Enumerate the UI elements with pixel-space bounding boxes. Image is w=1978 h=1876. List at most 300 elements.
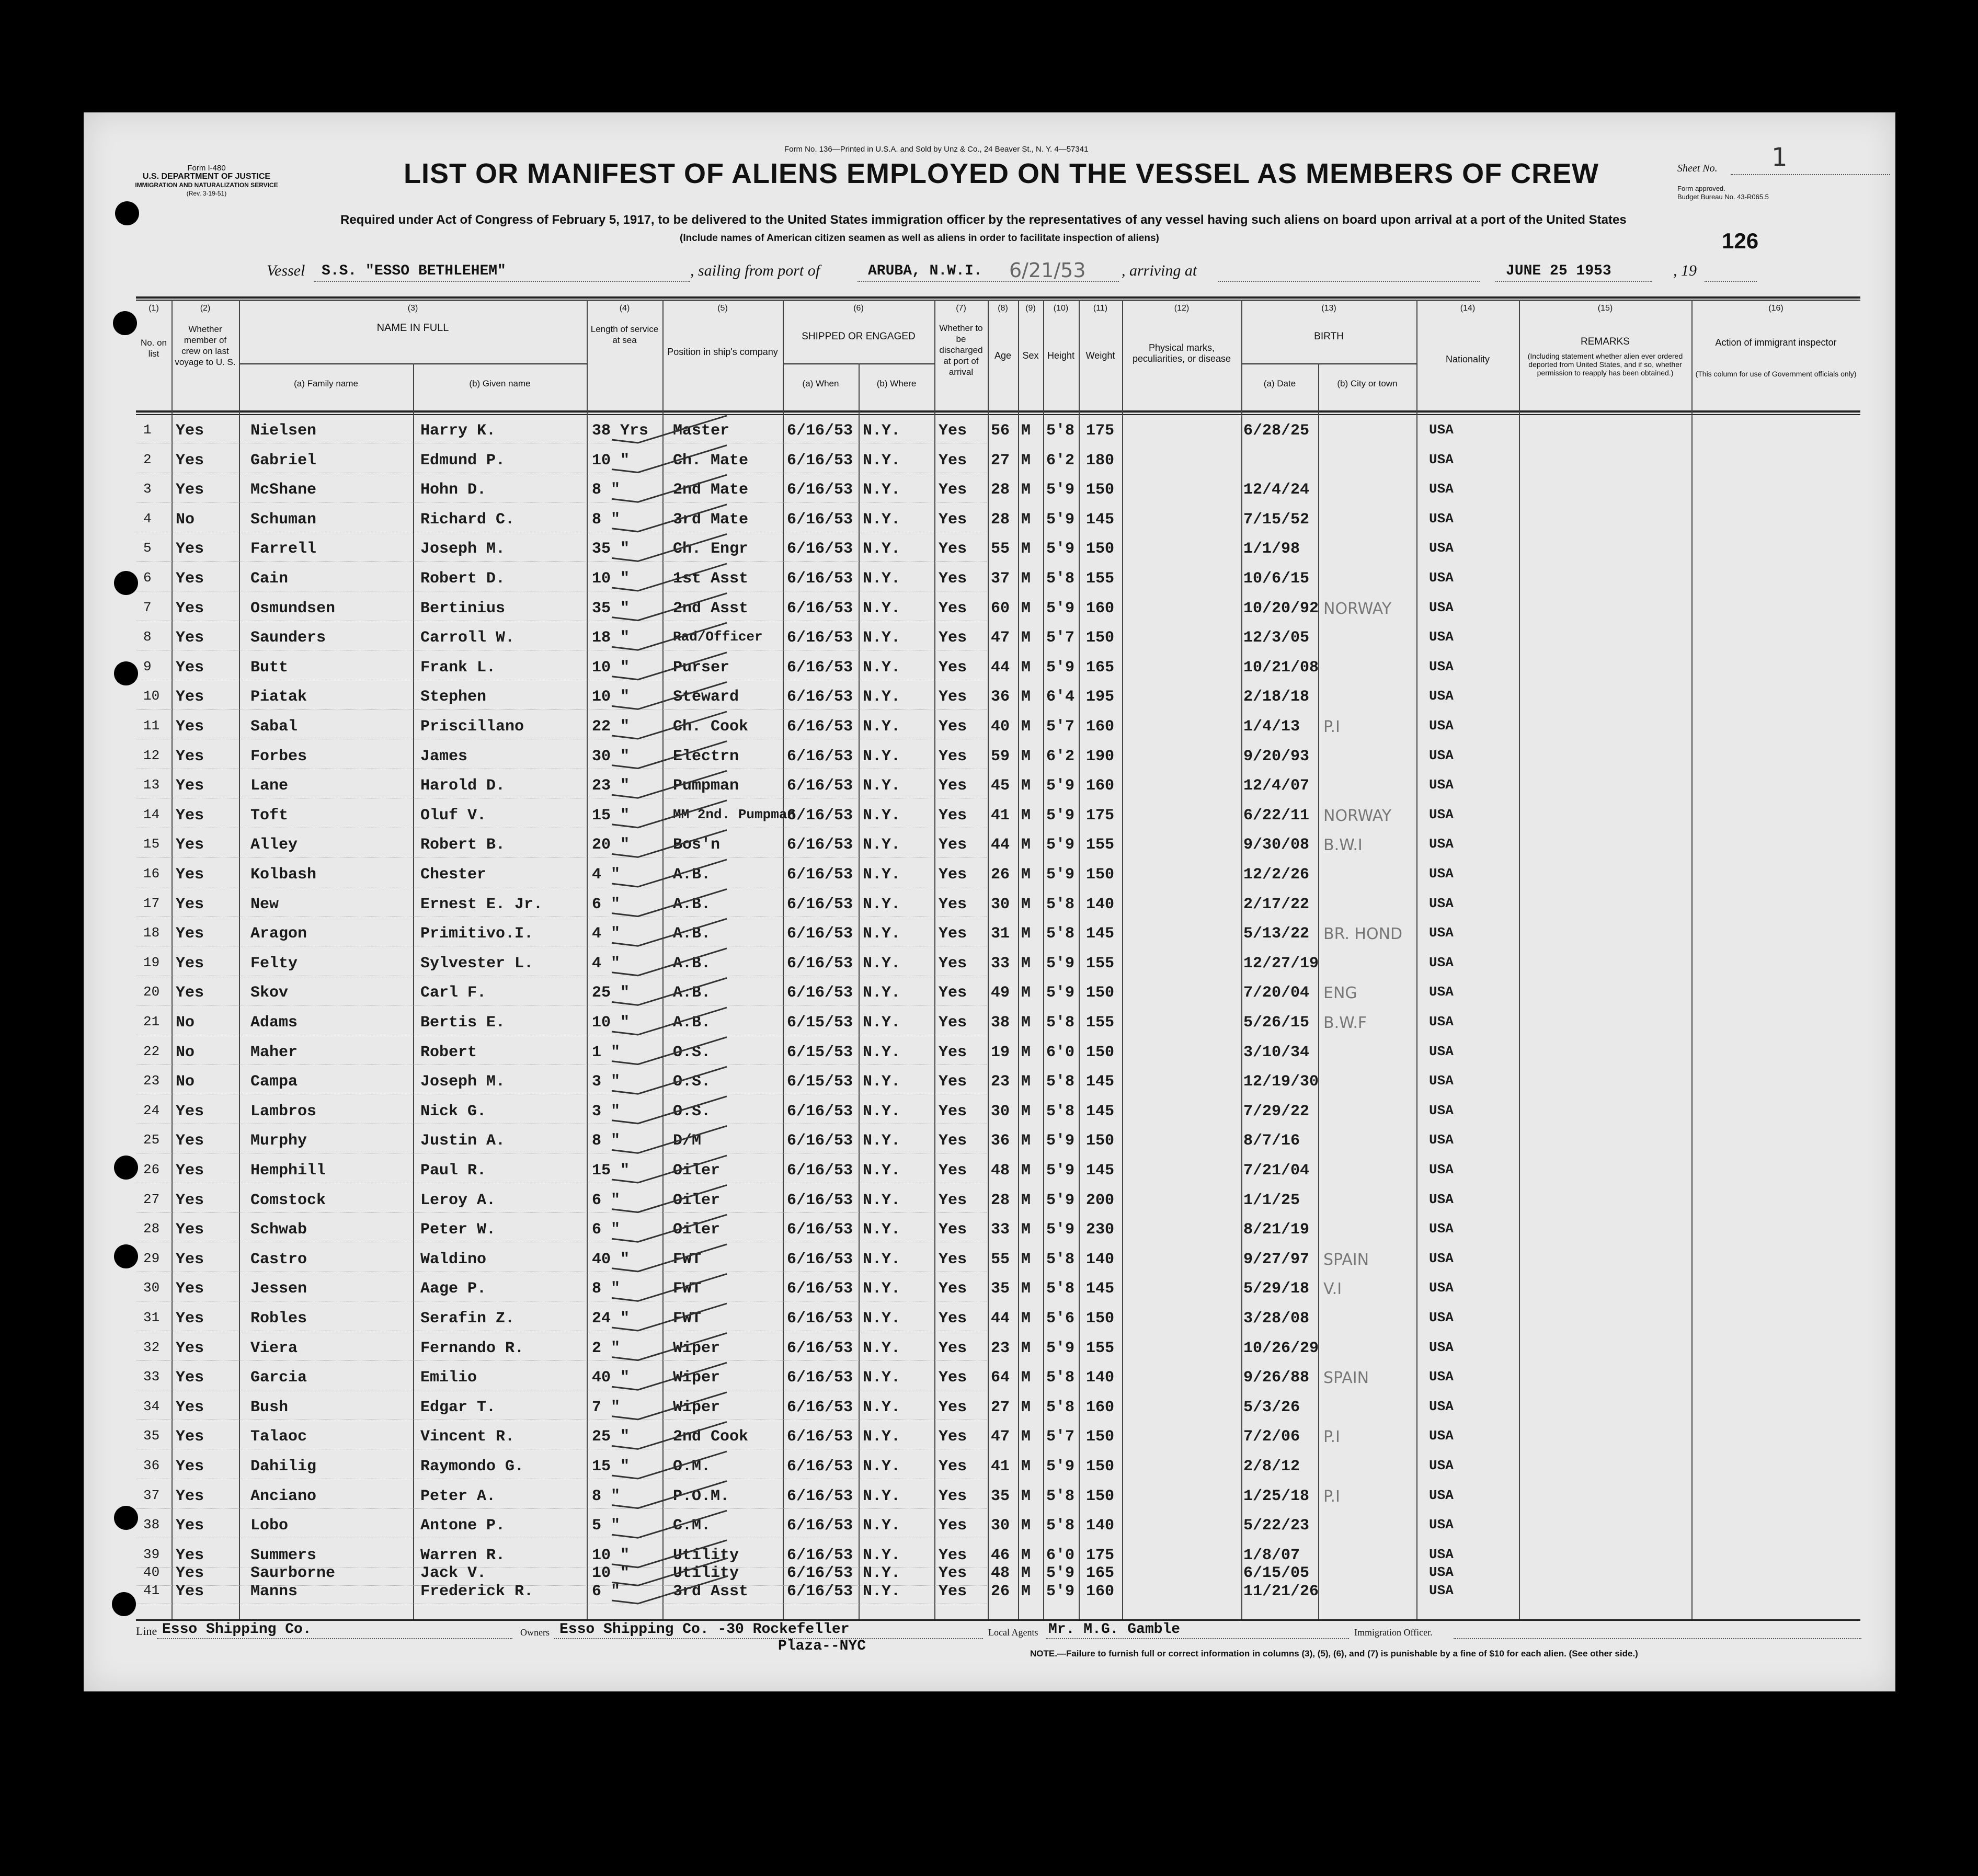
cell-position: O.S.: [673, 1043, 711, 1061]
cell-given: Richard C.: [420, 510, 515, 529]
cell-position: Oiler: [673, 1221, 721, 1239]
cell-prev: Yes: [176, 1310, 204, 1328]
col-name-in-full: NAME IN FULL: [376, 322, 449, 334]
cell-nationality: USA: [1429, 422, 1454, 438]
binder-hole: [115, 201, 139, 225]
department-name: U.S. DEPARTMENT OF JUSTICE: [142, 172, 271, 181]
cell-given: Frank L.: [420, 658, 496, 677]
cell-no: 21: [143, 1014, 160, 1029]
cell-nationality: USA: [1429, 1564, 1454, 1581]
cell-weight: 145: [1086, 925, 1115, 943]
cell-service: 6 ": [592, 1221, 621, 1239]
cell-birth: 1/1/25: [1243, 1191, 1300, 1209]
cell-family: Aragon: [250, 925, 307, 943]
cell-given: Paul R.: [420, 1162, 487, 1180]
cell-weight: 150: [1086, 481, 1115, 499]
cell-weight: 150: [1086, 1487, 1115, 1505]
cell-birth-place: BR. HOND: [1323, 925, 1403, 944]
cell-sex: M: [1021, 1517, 1031, 1535]
col-age: Age: [994, 350, 1012, 361]
cell-sex: M: [1021, 570, 1031, 588]
cell-where: N.Y.: [863, 1191, 901, 1209]
cell-weight: 175: [1086, 806, 1115, 825]
cell-discharge: Yes: [939, 1250, 967, 1268]
cell-family: Schwab: [250, 1221, 307, 1239]
cell-service: 2 ": [592, 1339, 621, 1357]
cell-nationality: USA: [1429, 1102, 1454, 1118]
cell-nationality: USA: [1429, 1073, 1454, 1089]
cell-discharge: Yes: [939, 1339, 967, 1357]
cell-position: Wiper: [673, 1369, 721, 1387]
cell-height: 5'6: [1046, 1310, 1075, 1328]
cell-height: 5'9: [1046, 984, 1075, 1002]
col-position-number: (5): [717, 304, 728, 313]
sheet-label: Sheet No.: [1677, 163, 1718, 174]
binder-hole: [113, 311, 137, 335]
col-length-of-service-number: (4): [619, 304, 630, 313]
cell-position: Wiper: [673, 1339, 721, 1357]
cell-given: Jack V.: [420, 1564, 487, 1583]
cell-nationality: USA: [1429, 1583, 1454, 1598]
cell-sex: M: [1021, 718, 1031, 736]
cell-no: 25: [143, 1132, 160, 1148]
cell-no: 8: [143, 629, 152, 645]
cell-height: 5'9: [1046, 599, 1075, 617]
cell-no: 19: [143, 954, 160, 970]
cell-sex: M: [1021, 1162, 1031, 1180]
cell-when: 6/16/53: [787, 954, 853, 973]
cell-where: N.Y.: [863, 599, 901, 617]
cell-no: 12: [143, 747, 160, 763]
cell-discharge: Yes: [939, 1191, 967, 1209]
cell-when: 6/16/53: [787, 925, 853, 943]
departure-date: 6/21/53: [1009, 259, 1086, 282]
sailing-label: , sailing from port of: [690, 262, 820, 279]
cell-family: Gabriel: [250, 451, 317, 470]
cell-discharge: Yes: [939, 1132, 967, 1150]
cell-family: Murphy: [250, 1132, 307, 1150]
cell-weight: 165: [1086, 1564, 1115, 1583]
cell-given: Antone P.: [420, 1517, 506, 1535]
cell-family: Campa: [250, 1073, 298, 1091]
cell-when: 6/16/53: [787, 451, 853, 470]
cell-position: Ch. Cook: [673, 718, 749, 736]
check-mark: [612, 1451, 727, 1479]
cell-position: FWT: [673, 1310, 702, 1328]
cell-prev: Yes: [176, 481, 204, 499]
cell-family: Skov: [250, 984, 289, 1002]
cell-age: 41: [991, 806, 1010, 825]
cell-birth: 5/22/23: [1243, 1517, 1310, 1535]
cell-nationality: USA: [1429, 866, 1454, 882]
vessel-label: Vessel: [267, 262, 305, 279]
cell-service: 7 ": [592, 1398, 621, 1416]
cell-prev: Yes: [176, 688, 204, 706]
cell-birth-place: P.I: [1323, 1428, 1340, 1447]
cell-discharge: Yes: [939, 1487, 967, 1505]
cell-service: 8 ": [592, 1280, 621, 1298]
cell-no: 3: [143, 481, 152, 497]
cell-position: O.S.: [673, 1102, 711, 1120]
column-divider: [1043, 300, 1044, 1619]
cell-sex: M: [1021, 1458, 1031, 1475]
cell-birth: 7/21/04: [1243, 1162, 1310, 1180]
cell-given: Vincent R.: [420, 1428, 515, 1446]
form-id: Form I-480: [187, 164, 226, 173]
cell-prev: Yes: [176, 836, 204, 854]
form-printer-line: Form No. 136—Printed in U.S.A. and Sold by Unz & Co., 24 Beaver St., N. Y. 4—57341: [784, 145, 1089, 154]
cell-where: N.Y.: [863, 1458, 901, 1475]
cell-service: 4 ": [592, 925, 621, 943]
cell-no: 28: [143, 1221, 160, 1237]
cell-position: Ch. Engr: [673, 540, 749, 558]
cell-weight: 155: [1086, 1339, 1115, 1357]
cell-nationality: USA: [1429, 1487, 1454, 1503]
cell-discharge: Yes: [939, 599, 967, 617]
cell-discharge: Yes: [939, 1428, 967, 1446]
cell-discharge: Yes: [939, 806, 967, 825]
cell-height: 5'8: [1046, 1487, 1075, 1505]
cell-no: 6: [143, 570, 152, 586]
cell-family: Kolbash: [250, 866, 317, 884]
cell-given: Frederick R.: [420, 1583, 534, 1600]
cell-given: Sylvester L.: [420, 954, 534, 973]
cell-where: N.Y.: [863, 1428, 901, 1446]
cell-height: 5'9: [1046, 510, 1075, 529]
cell-when: 6/16/53: [787, 540, 853, 558]
cell-nationality: USA: [1429, 984, 1454, 1000]
cell-service: 10 ": [592, 1564, 630, 1583]
cell-no: 11: [143, 718, 160, 734]
check-mark: [612, 741, 727, 769]
cell-service: 15 ": [592, 1458, 630, 1475]
check-mark: [612, 534, 727, 561]
cell-height: 5'9: [1046, 954, 1075, 973]
cell-position: 2nd Mate: [673, 481, 749, 499]
cell-position: A.B.: [673, 925, 711, 943]
cell-discharge: Yes: [939, 954, 967, 973]
revision: (Rev. 3-19-51): [186, 190, 227, 197]
cell-where: N.Y.: [863, 954, 901, 973]
column-divider: [587, 300, 588, 1619]
cell-position: MM 2nd. Pumpman: [673, 806, 796, 822]
cell-no: 10: [143, 688, 160, 704]
cell-age: 59: [991, 747, 1010, 765]
cell-service: 4 ": [592, 866, 621, 884]
cell-prev: No: [176, 1073, 195, 1091]
cell-position: FWT: [673, 1250, 702, 1268]
cell-nationality: USA: [1429, 836, 1454, 852]
cell-when: 6/16/53: [787, 1191, 853, 1209]
cell-family: Summers: [250, 1546, 317, 1564]
cell-prev: Yes: [176, 1583, 204, 1600]
agents-label: Local Agents: [988, 1627, 1038, 1638]
cell-given: Hohn D.: [420, 481, 487, 499]
cell-where: N.Y.: [863, 1073, 901, 1091]
cell-where: N.Y.: [863, 984, 901, 1002]
column-divider: [239, 300, 240, 1619]
cell-where: N.Y.: [863, 658, 901, 677]
cell-prev: Yes: [176, 629, 204, 647]
cell-height: 5'9: [1046, 1583, 1075, 1600]
check-mark: [612, 860, 727, 887]
cell-given: Stephen: [420, 688, 487, 706]
cell-birth: 2/8/12: [1243, 1458, 1300, 1475]
cell-where: N.Y.: [863, 777, 901, 795]
cell-when: 6/16/53: [787, 570, 853, 588]
cell-sex: M: [1021, 540, 1031, 558]
cell-service: 38 Yrs: [592, 422, 649, 440]
arrival-date: JUNE 25 1953: [1506, 263, 1611, 279]
cell-prev: Yes: [176, 1487, 204, 1505]
cell-family: New: [250, 895, 279, 913]
cell-age: 36: [991, 1132, 1010, 1150]
cell-height: 5'7: [1046, 1428, 1075, 1446]
cell-when: 6/16/53: [787, 1132, 853, 1150]
col-remarks: REMARKS: [1581, 336, 1630, 347]
cell-when: 6/16/53: [787, 1250, 853, 1268]
cell-when: 6/16/53: [787, 1369, 853, 1387]
col-given-name: (b) Given name: [469, 379, 531, 388]
cell-birth: 7/29/22: [1243, 1102, 1310, 1120]
cell-when: 6/16/53: [787, 1428, 853, 1446]
cell-birth-place: ENG: [1323, 984, 1357, 1003]
manifest-page: [84, 112, 1895, 1691]
cell-age: 19: [991, 1043, 1010, 1061]
cell-discharge: Yes: [939, 747, 967, 765]
cell-height: 5'8: [1046, 570, 1075, 588]
cell-prev: Yes: [176, 777, 204, 795]
cell-service: 23 ": [592, 777, 630, 795]
cell-birth: 2/17/22: [1243, 895, 1310, 913]
cell-nationality: USA: [1429, 777, 1454, 793]
cell-weight: 140: [1086, 1369, 1115, 1387]
binder-hole: [114, 571, 138, 595]
page-title: LIST OR MANIFEST OF ALIENS EMPLOYED ON THE VESSEL AS MEMBERS OF CREW: [404, 158, 1599, 189]
owners-name: Esso Shipping Co. -30 Rockefeller: [559, 1621, 850, 1638]
cell-where: N.Y.: [863, 1043, 901, 1061]
cell-height: 5'9: [1046, 1191, 1075, 1209]
col-family-name: (a) Family name: [294, 379, 358, 388]
cell-position: Steward: [673, 688, 739, 706]
cell-birth: 12/4/07: [1243, 777, 1310, 795]
cell-discharge: Yes: [939, 658, 967, 677]
include-text: (Include names of American citizen seamen as well as aliens in order to facilitate inspection of aliens): [680, 233, 1159, 244]
cell-position: 3rd Mate: [673, 510, 749, 529]
cell-given: Joseph M.: [420, 1073, 506, 1091]
cell-service: 10 ": [592, 688, 630, 706]
cell-age: 47: [991, 629, 1010, 647]
cell-weight: 145: [1086, 1280, 1115, 1298]
cell-position: A.B.: [673, 954, 711, 973]
cell-prev: Yes: [176, 1162, 204, 1180]
cell-age: 44: [991, 1310, 1010, 1328]
cell-when: 6/16/53: [787, 806, 853, 825]
cell-birth: 3/28/08: [1243, 1310, 1310, 1328]
cell-given: Carl F.: [420, 984, 487, 1002]
cell-discharge: Yes: [939, 1458, 967, 1475]
cell-given: Peter A.: [420, 1487, 496, 1505]
cell-when: 6/16/53: [787, 836, 853, 854]
cell-weight: 150: [1086, 984, 1115, 1002]
cell-position: Ch. Mate: [673, 451, 749, 470]
cell-nationality: USA: [1429, 1458, 1454, 1473]
cell-nationality: USA: [1429, 718, 1454, 734]
vessel-name: S.S. "ESSO BETHLEHEM": [322, 263, 506, 279]
cell-birth-place: NORWAY: [1323, 806, 1392, 825]
cell-birth-place: B.W.I: [1323, 836, 1363, 855]
cell-no: 7: [143, 599, 152, 615]
cell-where: N.Y.: [863, 481, 901, 499]
cell-position: Purser: [673, 658, 730, 677]
col-action-note: (This column for use of Government officials only): [1695, 370, 1857, 378]
cell-nationality: USA: [1429, 1517, 1454, 1533]
cell-sex: M: [1021, 1583, 1031, 1600]
cell-nationality: USA: [1429, 1546, 1454, 1562]
cell-age: 35: [991, 1487, 1010, 1505]
check-mark: [612, 1481, 730, 1508]
cell-nationality: USA: [1429, 1428, 1454, 1444]
cell-prev: Yes: [176, 1428, 204, 1446]
cell-family: Castro: [250, 1250, 307, 1268]
cell-no: 26: [143, 1162, 160, 1177]
cell-position: O.S.: [673, 1073, 711, 1091]
cell-family: Lobo: [250, 1517, 289, 1535]
cell-birth: 7/20/04: [1243, 984, 1310, 1002]
cell-sex: M: [1021, 688, 1031, 706]
col-physical-marks: Physical marks, peculiarities, or disease: [1132, 342, 1231, 364]
cell-where: N.Y.: [863, 1250, 901, 1268]
cell-birth: 12/27/19: [1243, 954, 1319, 973]
cell-age: 64: [991, 1369, 1010, 1387]
cell-age: 48: [991, 1162, 1010, 1180]
cell-discharge: Yes: [939, 1546, 967, 1564]
cell-age: 60: [991, 599, 1010, 617]
col-nationality-number: (14): [1460, 304, 1476, 313]
subcolumn-divider: [1318, 363, 1319, 1619]
cell-when: 6/16/53: [787, 984, 853, 1002]
cell-service: 8 ": [592, 1132, 621, 1150]
column-divider: [1122, 300, 1123, 1619]
cell-height: 5'8: [1046, 1250, 1075, 1268]
col-when: (a) When: [802, 379, 839, 388]
column-divider: [1416, 300, 1417, 1619]
cell-birth: 1/8/07: [1243, 1546, 1300, 1564]
cell-prev: Yes: [176, 599, 204, 617]
service-name: IMMIGRATION AND NATURALIZATION SERVICE: [135, 181, 278, 189]
cell-service: 10 ": [592, 451, 630, 470]
binder-hole: [114, 661, 138, 685]
column-divider: [988, 300, 989, 1619]
cell-position: C.M.: [673, 1517, 711, 1535]
cell-where: N.Y.: [863, 1583, 901, 1600]
cell-service: 35 ": [592, 540, 630, 558]
cell-prev: Yes: [176, 1339, 204, 1357]
cell-no: 40: [143, 1564, 160, 1581]
cell-weight: 160: [1086, 599, 1115, 617]
cell-where: N.Y.: [863, 866, 901, 884]
cell-age: 37: [991, 570, 1010, 588]
cell-discharge: Yes: [939, 481, 967, 499]
cell-no: 34: [143, 1398, 160, 1414]
check-mark: [612, 1008, 727, 1035]
cell-age: 44: [991, 836, 1010, 854]
cell-family: Lambros: [250, 1102, 317, 1120]
cell-age: 46: [991, 1546, 1010, 1564]
cell-birth: 5/26/15: [1243, 1014, 1310, 1032]
cell-weight: 155: [1086, 954, 1115, 973]
col-physical-marks-number: (12): [1174, 304, 1190, 313]
binder-hole: [112, 1592, 136, 1616]
check-mark: [612, 1126, 727, 1153]
cell-sex: M: [1021, 1102, 1031, 1120]
cell-given: Bertinius: [420, 599, 506, 617]
col-birth: BIRTH: [1314, 331, 1344, 342]
cell-age: 55: [991, 1250, 1010, 1268]
cell-position: 2nd Asst: [673, 599, 749, 617]
cell-service: 4 ": [592, 954, 621, 973]
budget-bureau: Budget Bureau No. 43-R065.5: [1677, 193, 1769, 201]
cell-weight: 155: [1086, 1014, 1115, 1032]
col-age-number: (8): [998, 304, 1008, 313]
cell-birth-place: P.I: [1323, 1487, 1340, 1506]
binder-hole: [114, 1244, 138, 1268]
cell-birth: 5/13/22: [1243, 925, 1310, 943]
cell-family: Farrell: [250, 540, 317, 558]
cell-height: 5'8: [1046, 1398, 1075, 1416]
cell-sex: M: [1021, 658, 1031, 677]
cell-family: Bush: [250, 1398, 289, 1416]
cell-weight: 160: [1086, 777, 1115, 795]
cell-birth-place: SPAIN: [1323, 1369, 1369, 1388]
cell-given: Chester: [420, 866, 487, 884]
cell-when: 6/16/53: [787, 1162, 853, 1180]
cell-no: 24: [143, 1102, 160, 1118]
cell-nationality: USA: [1429, 895, 1454, 911]
cell-nationality: USA: [1429, 540, 1454, 556]
cell-no: 9: [143, 658, 152, 674]
cell-when: 6/16/53: [787, 895, 853, 913]
col-nationality: Nationality: [1445, 354, 1490, 364]
cell-prev: Yes: [176, 1280, 204, 1298]
cell-nationality: USA: [1429, 1014, 1454, 1029]
col-shipped-engaged-number: (6): [853, 304, 864, 313]
cell-service: 18 ": [592, 629, 630, 647]
cell-prev: Yes: [176, 1221, 204, 1239]
cell-age: 33: [991, 954, 1010, 973]
cell-birth: 9/20/93: [1243, 747, 1310, 765]
cell-family: Schuman: [250, 510, 317, 529]
cell-given: Fernando R.: [420, 1339, 524, 1357]
cell-discharge: Yes: [939, 1014, 967, 1032]
cell-when: 6/15/53: [787, 1043, 853, 1061]
cell-age: 48: [991, 1564, 1010, 1583]
col-birth-date: (a) Date: [1263, 379, 1296, 388]
cell-position: 2nd Cook: [673, 1428, 749, 1446]
cell-birth: 9/30/08: [1243, 836, 1310, 854]
cell-birth-place: SPAIN: [1323, 1250, 1369, 1269]
cell-given: Peter W.: [420, 1221, 496, 1239]
cell-age: 35: [991, 1280, 1010, 1298]
check-mark: [612, 919, 727, 946]
cell-sex: M: [1021, 1546, 1031, 1564]
agents-name: Mr. M.G. Gamble: [1048, 1621, 1181, 1638]
cell-service: 40 ": [592, 1369, 630, 1387]
cell-where: N.Y.: [863, 836, 901, 854]
cell-age: 55: [991, 540, 1010, 558]
cell-service: 6 ": [592, 1583, 621, 1600]
cell-nationality: USA: [1429, 1191, 1454, 1207]
